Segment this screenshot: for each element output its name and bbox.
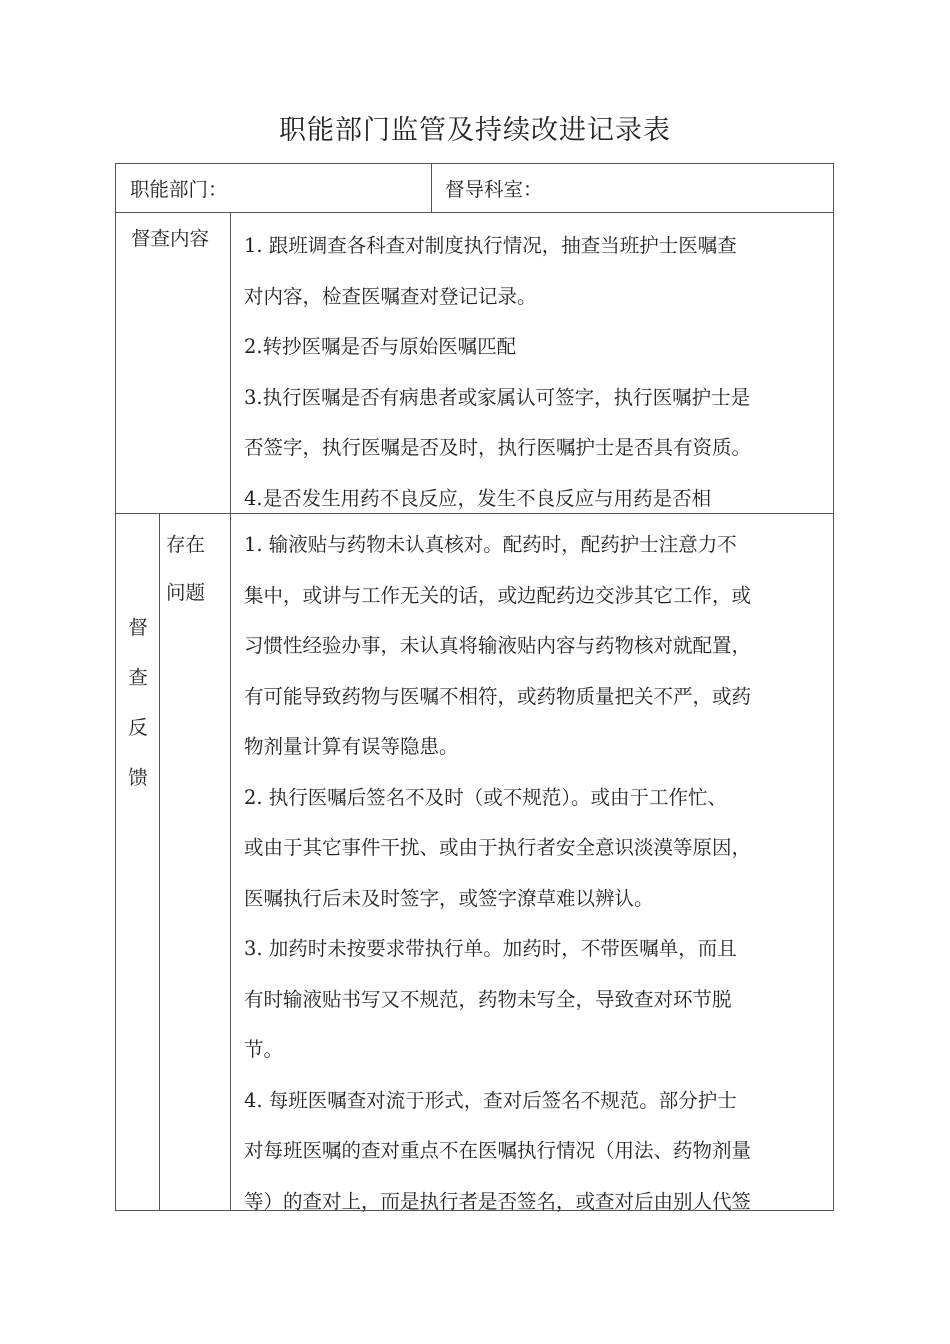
- content-line: 否签字，执行医嘱是否及时，执行医嘱护士是否具有资质。: [244, 436, 752, 459]
- existing-issues-text: [244, 520, 834, 1227]
- issue-line: 对每班医嘱的查对重点不在医嘱执行情况（用法、药物剂量: [244, 1139, 752, 1162]
- issue-line: 物剂量计算有误等隐患。: [244, 735, 459, 758]
- content-line: 对内容，检查医嘱查对登记记录。: [244, 284, 537, 308]
- issue-line: 2. 执行医嘱后签名不及时（或不规范）。或由于工作忙、: [244, 785, 728, 809]
- feedback-char: 督: [128, 616, 148, 639]
- issue-line: 节。: [244, 1038, 284, 1061]
- department-label: 职能部门：: [130, 178, 228, 201]
- issue-line: 有可能导致药物与医嘱不相符，或药物质量把关不严，或药: [244, 684, 752, 708]
- label-column-divider: [230, 213, 231, 1211]
- issue-line: 有时输液贴书写又不规范，药物未写全，导致查对环节脱: [244, 987, 732, 1011]
- issue-line: 1. 输液贴与药物未认真核对。配药时，配药护士注意力不: [244, 533, 737, 556]
- feedback-sublabel-divider: [159, 514, 160, 1211]
- table-border-top: [115, 163, 834, 164]
- table-divider-header: [115, 212, 834, 213]
- issue-line: 习惯性经验办事，未认真将输液贴内容与药物核对就配置，: [244, 634, 752, 657]
- content-line: 4.是否发生用药不良反应，发生不良反应与用药是否相: [244, 486, 712, 510]
- page-title: 职能部门监管及持续改进记录表: [279, 115, 671, 146]
- inspection-feedback-label: [117, 603, 159, 803]
- feedback-char: 查: [128, 666, 148, 689]
- issue-line: 4. 每班医嘱查对流于形式，查对后签名不规范。部分护士: [244, 1088, 737, 1112]
- issues-label-line: 存在: [166, 533, 206, 556]
- supervising-office-label: 督导科室：: [445, 178, 543, 201]
- issue-line: 等）的查对上，而是执行者是否签名，或查对后由别人代签: [244, 1189, 752, 1213]
- inspection-content-text: [244, 221, 834, 524]
- header-column-divider: [431, 163, 432, 213]
- content-line: 2.转抄医嘱是否与原始医嘱匹配: [244, 335, 517, 358]
- issue-line: 3. 加药时未按要求带执行单。加药时，不带医嘱单，而且: [244, 937, 737, 960]
- inspection-content-label: 督查内容: [131, 227, 210, 250]
- existing-issues-label: [166, 521, 205, 617]
- content-line: 1. 跟班调查各科查对制度执行情况，抽查当班护士医嘱查: [244, 234, 737, 257]
- feedback-char: 馈: [128, 766, 148, 789]
- feedback-char: 反: [128, 716, 148, 739]
- issue-line: 医嘱执行后未及时签字，或签字潦草难以辨认。: [244, 886, 654, 910]
- issue-line: 或由于其它事件干扰、或由于执行者安全意识淡漠等原因，: [244, 836, 752, 859]
- issues-label-line: 问题: [166, 581, 206, 604]
- content-line: 3.执行医嘱是否有病患者或家属认可签字，执行医嘱护士是: [244, 385, 751, 409]
- issue-line: 集中，或讲与工作无关的话，或边配药边交涉其它工作，或: [244, 583, 752, 607]
- table-border-left: [115, 163, 116, 1211]
